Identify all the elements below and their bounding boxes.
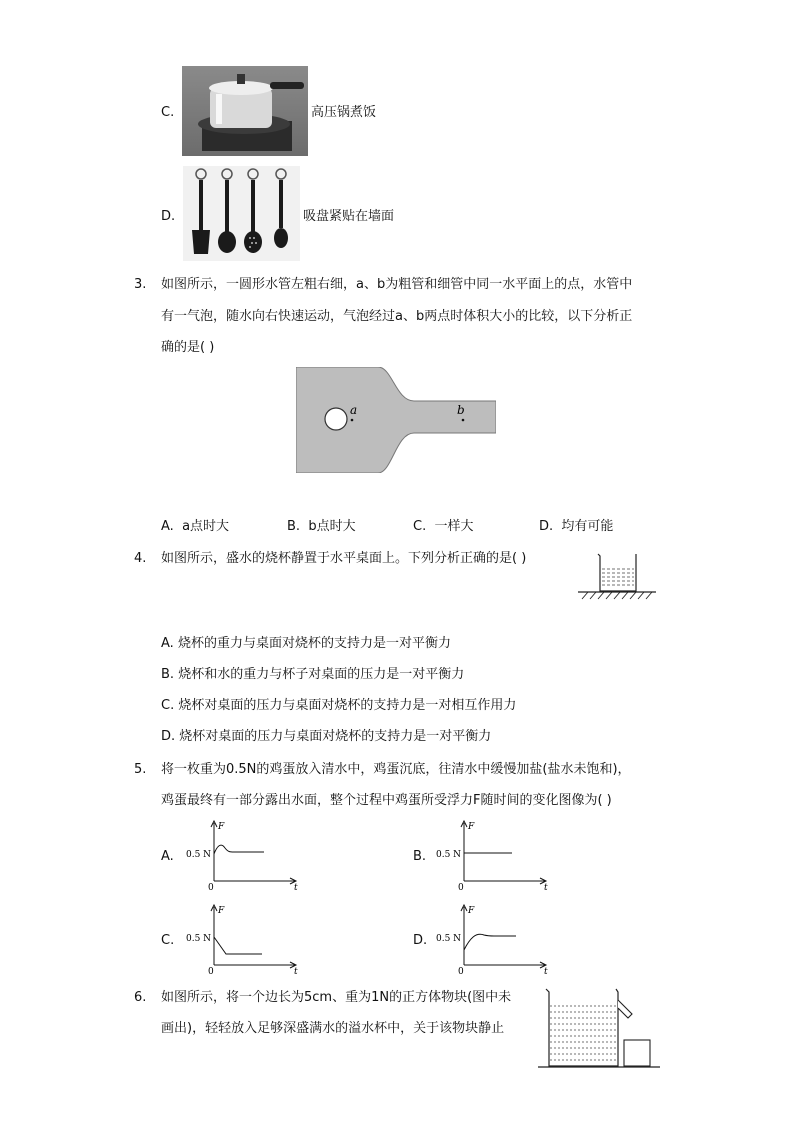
point-b-label: b [457, 403, 465, 417]
q4-option-b-text: 烧杯和水的重力与杯子对桌面的压力是一对平衡力 [178, 667, 465, 682]
option-d-letter: D. [161, 209, 176, 224]
q3-option-d-letter: D. [539, 519, 554, 534]
q4-option-b [161, 667, 464, 683]
q5-graph-c-origin: 0 [208, 967, 214, 977]
q3-option-c [413, 519, 474, 535]
q3-option-a-letter: A. [161, 519, 174, 534]
q5-graph-c-y-label: F [218, 906, 225, 916]
point-b-dot [462, 419, 465, 422]
q5-graph-d-origin: 0 [458, 967, 464, 977]
option-d-text: 吸盘紧贴在墙面 [303, 209, 395, 224]
q5-graph-d-y-label: F [468, 906, 475, 916]
question-4-text: 如图所示，盛水的烧杯静置于水平桌面上。下列分析正确的是( ) [161, 551, 527, 566]
q3-option-d-text: 均有可能 [561, 519, 614, 534]
question-5-number: 5. [134, 762, 147, 777]
q5-graph-b-origin: 0 [458, 883, 464, 893]
q5-graph-a-y-label: F [218, 822, 225, 832]
q5-graph-b-y-label: F [468, 822, 475, 832]
q3-option-b [287, 519, 356, 535]
q4-option-a-letter: A. [161, 636, 174, 651]
q4-option-c-text: 烧杯对桌面的压力与桌面对烧杯的支持力是一对相互作用力 [178, 698, 517, 713]
question-3-line-3: 确的是( ) [161, 340, 215, 355]
question-6-line-2: 画出)，轻轻放入足够深盛满水的溢水杯中，关于该物块静止 [161, 1021, 505, 1036]
q3-option-d [539, 519, 613, 535]
q5-graph-a-curve [214, 845, 264, 854]
q5-graph-a-origin: 0 [208, 883, 214, 893]
point-a-dot [351, 419, 354, 422]
question-6-number: 6. [134, 990, 147, 1005]
q5-graph-a-x-label: t [294, 883, 298, 893]
q5-graph-b [430, 818, 560, 894]
q5-graph-d [430, 902, 560, 978]
q5-graph-c-curve [214, 937, 262, 954]
question-6-line-1: 如图所示，将一个边长为5cm、重为1N的正方体物块(图中未 [161, 990, 512, 1005]
question-3-number: 3. [134, 277, 147, 292]
q5-graph-d-y-tick: 0.5 N [436, 934, 462, 944]
q5-graph-a-y-tick: 0.5 N [186, 850, 212, 860]
q4-option-b-letter: B. [161, 667, 175, 682]
q3-option-b-text: b点时大 [308, 519, 356, 534]
suction-hooks-image [183, 166, 300, 261]
point-a-label: a [350, 403, 358, 417]
q3-option-b-letter: B. [287, 519, 301, 534]
question-5-line-2: 鸡蛋最终有一部分露出水面，整个过程中鸡蛋所受浮力F随时间的变化图像为( ) [161, 793, 612, 808]
q3-option-c-letter: C. [413, 519, 427, 534]
q4-option-d-letter: D. [161, 729, 176, 744]
q5-graph-b-y-tick: 0.5 N [436, 850, 462, 860]
q5-graph-d-x-label: t [544, 967, 548, 977]
small-beaker [624, 1040, 650, 1066]
question-3-line-2: 有一气泡，随水向右快速运动，气泡经过a、b两点时体积大小的比较，以下分析正 [161, 309, 633, 324]
q5-graph-c-x-label: t [294, 967, 298, 977]
beaker-on-table-diagram [578, 551, 656, 603]
option-c-letter: C. [161, 105, 175, 120]
q5-option-a-letter: A. [161, 849, 174, 864]
question-5-line-1: 将一枚重为0.5N的鸡蛋放入清水中，鸡蛋沉底，往清水中缓慢加盐(盐水未饱和)， [161, 762, 631, 777]
q4-option-c-letter: C. [161, 698, 175, 713]
overflow-cup-diagram [538, 986, 660, 1072]
air-bubble [325, 408, 347, 430]
q3-option-a-text: a点时大 [182, 519, 230, 534]
q5-graph-b-x-label: t [544, 883, 548, 893]
q5-option-d-letter: D. [413, 933, 428, 948]
question-4-number: 4. [134, 551, 147, 566]
question-3-line-1: 如图所示，一圆形水管左粗右细，a、b为粗管和细管中同一水平面上的点，水管中 [161, 277, 633, 292]
pressure-cooker-image [182, 66, 308, 156]
q5-option-b-letter: B. [413, 849, 427, 864]
option-c-text: 高压锅煮饭 [311, 105, 377, 120]
q4-option-c [161, 698, 516, 714]
q5-graph-c [180, 902, 310, 978]
q3-option-c-text: 一样大 [434, 519, 474, 534]
q5-graph-d-curve [464, 934, 516, 950]
water-pipe-diagram [296, 367, 496, 473]
q4-option-a-text: 烧杯的重力与桌面对烧杯的支持力是一对平衡力 [177, 636, 451, 651]
q4-option-d-text: 烧杯对桌面的压力与桌面对烧杯的支持力是一对平衡力 [179, 729, 492, 744]
q5-option-c-letter: C. [161, 933, 175, 948]
q3-option-a [161, 519, 229, 535]
q5-graph-c-y-tick: 0.5 N [186, 934, 212, 944]
q4-option-d [161, 729, 491, 745]
q4-option-a [161, 636, 451, 652]
q5-graph-a [180, 818, 310, 894]
